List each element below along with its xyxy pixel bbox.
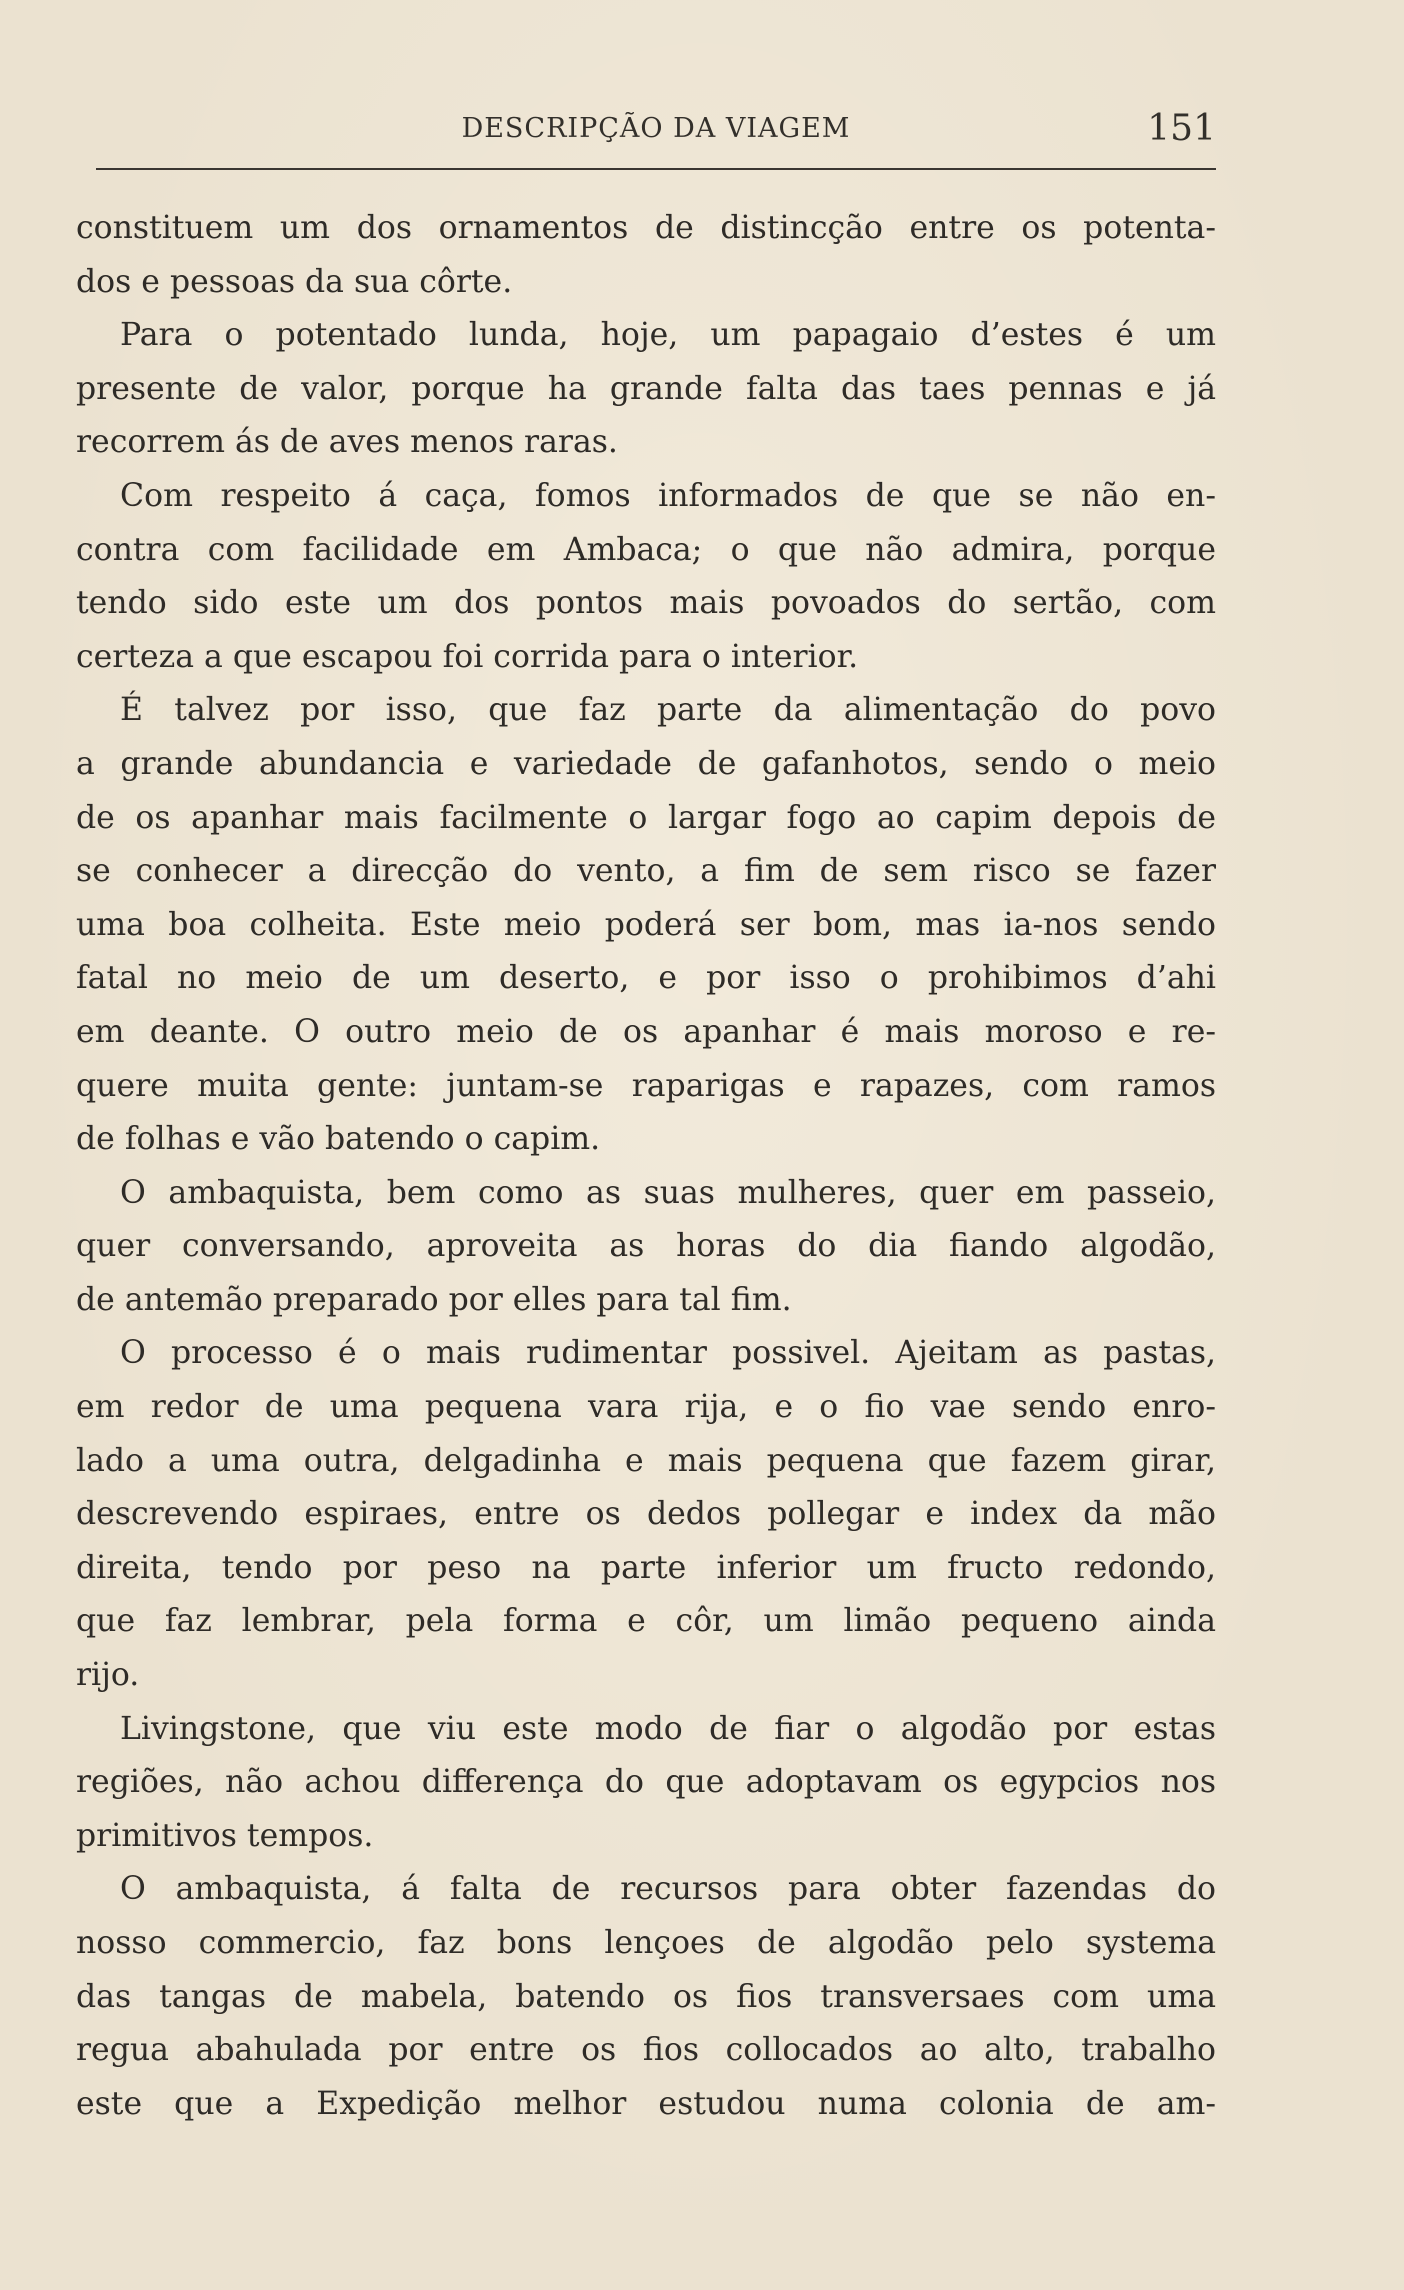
text-line: de folhas e vão batendo o capim. (76, 1121, 601, 1158)
text-line: O ambaquista, bem como as suas mulheres, quer em passeio, (120, 1174, 1216, 1211)
text-line: O ambaquista, á falta de recursos para obter fazendas do (120, 1871, 1216, 1908)
page-number: 151 (1147, 108, 1216, 149)
text-line: em deante. O outro meio de os apanhar é mais moroso e re- (76, 1013, 1216, 1050)
text-line: tendo sido este um dos pontos mais povoados do sertão, com (76, 585, 1216, 622)
body-text (76, 202, 1216, 2131)
text-line: Com respeito á caça, fomos informados de que se não en- (120, 477, 1216, 514)
running-title: DESCRIPÇÃO DA VIAGEM (461, 113, 851, 144)
text-line: regua abahulada por entre os fios collocados ao alto, trabalho (76, 2032, 1216, 2069)
text-line: Livingstone, que viu este modo de fiar o algodão por estas (120, 1710, 1216, 1747)
running-head (96, 104, 1216, 160)
text-line: primitivos tempos. (76, 1817, 374, 1854)
text-line: de os apanhar mais facilmente o largar fogo ao capim depois de (76, 799, 1216, 836)
text-line: descrevendo espiraes, entre os dedos pollegar e index da mão (76, 1496, 1216, 1533)
text-line: É talvez por isso, que faz parte da alimentação do povo (120, 692, 1216, 729)
text-line: Para o potentado lunda, hoje, um papagaio d’estes é um (120, 317, 1216, 354)
text-line: quer conversando, aproveita as horas do dia fiando algodão, (76, 1228, 1216, 1265)
text-line: contra com facilidade em Ambaca; o que não admira, porque (76, 531, 1216, 568)
header-rule (96, 168, 1216, 170)
text-line: nosso commercio, faz bons lençoes de algodão pelo systema (76, 1925, 1216, 1961)
text-line: se conhecer a direcção do vento, a fim de sem risco se fazer (76, 853, 1216, 890)
text-line: fatal no meio de um deserto, e por isso o prohibimos d’ahi (76, 960, 1216, 997)
text-line: rijo. (76, 1657, 140, 1694)
text-line: O processo é o mais rudimentar possivel. Ajeitam as pastas, (120, 1335, 1216, 1372)
text-line: presente de valor, porque ha grande falta das taes pennas e já (76, 370, 1216, 407)
text-line: em redor de uma pequena vara rija, e o fio vae sendo enro- (76, 1389, 1216, 1426)
text-line: constituem um dos ornamentos de distincção entre os potenta- (76, 210, 1216, 246)
text-line: das tangas de mabela, batendo os fios transversaes com uma (76, 1978, 1216, 2015)
text-line: lado a uma outra, delgadinha e mais pequena que fazem girar, (76, 1442, 1216, 1479)
text-line: uma boa colheita. Este meio poderá ser bom, mas ia-nos sendo (76, 906, 1216, 943)
text-line: recorrem ás de aves menos raras. (76, 424, 618, 461)
text-line: de antemão preparado por elles para tal fim. (76, 1281, 792, 1318)
text-line: a grande abundancia e variedade de gafanhotos, sendo o meio (76, 745, 1216, 782)
text-line: este que a Expedição melhor estudou numa colonia de am- (76, 2085, 1216, 2122)
text-line: quere muita gente: juntam-se raparigas e rapazes, com ramos (76, 1067, 1216, 1104)
text-line: que faz lembrar, pela forma e côr, um limão pequeno ainda (76, 1603, 1216, 1640)
text-line: regiões, não achou differença do que adoptavam os egypcios nos (76, 1764, 1216, 1801)
text-line: certeza a que escapou foi corrida para o interior. (76, 638, 859, 675)
text-line: dos e pessoas da sua côrte. (76, 263, 513, 300)
text-line: direita, tendo por peso na parte inferior um fructo redondo, (76, 1549, 1216, 1586)
